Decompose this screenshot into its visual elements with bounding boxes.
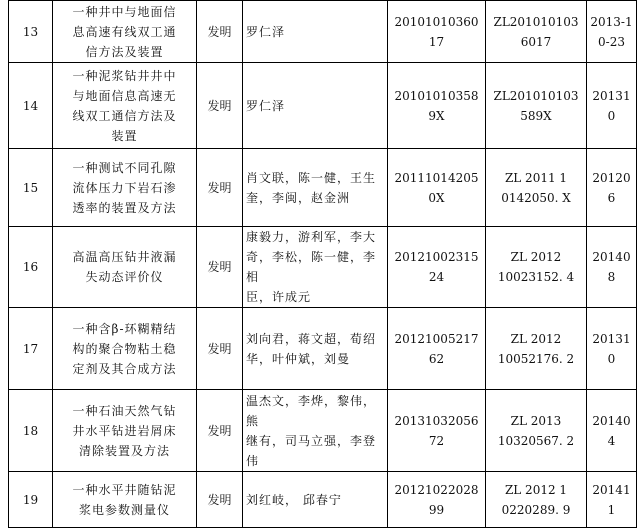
row-number: 19 — [9, 472, 53, 528]
grant-date: 2013-1 0-23 — [587, 1, 637, 63]
inventors: 罗仁泽 — [243, 63, 388, 149]
inventors: 肖文联，陈一健，王生 奎，李闽，赵金洲 — [243, 149, 388, 227]
table-row — [9, 390, 637, 472]
patent-type: 发明 — [197, 149, 243, 227]
application-number: 20121002315 24 — [388, 227, 486, 308]
application-number: 20101010360 17 — [388, 1, 486, 63]
patent-type: 发明 — [197, 1, 243, 63]
patent-type: 发明 — [197, 227, 243, 308]
application-number: 20101010358 9X — [388, 63, 486, 149]
patent-name: 一种含β-环糊精结 构的聚合物粘土稳 定剂及其合成方法 — [53, 308, 197, 390]
row-number: 18 — [9, 390, 53, 472]
row-number: 15 — [9, 149, 53, 227]
inventors: 刘向君，蒋文超，荀绍 华，叶仲斌，刘曼 — [243, 308, 388, 390]
row-number: 16 — [9, 227, 53, 308]
patent-name: 一种井中与地面信 息高速有线双工通 信方法及装置 — [53, 1, 197, 63]
table-row — [9, 149, 637, 227]
grant-date: 201404 — [587, 390, 637, 472]
grant-date: 201408 — [587, 227, 637, 308]
patent-number: ZL 2013 10320567. 2 — [486, 390, 587, 472]
table-row — [9, 227, 637, 308]
patent-number: ZL 2012 1 0220289. 9 — [486, 472, 587, 528]
table-row — [9, 472, 637, 528]
grant-date: 201206 — [587, 149, 637, 227]
inventors: 罗仁泽 — [243, 1, 388, 63]
patent-number: ZL201010103 589X — [486, 63, 587, 149]
patent-type: 发明 — [197, 472, 243, 528]
patent-name: 一种测试不同孔隙 流体压力下岩石渗 透率的装置及方法 — [53, 149, 197, 227]
patent-name: 一种水平井随钻泥 浆电参数测量仪 — [53, 472, 197, 528]
table-row — [9, 1, 637, 63]
row-number: 17 — [9, 308, 53, 390]
grant-date: 201310 — [587, 63, 637, 149]
row-number: 13 — [9, 1, 53, 63]
table-row — [9, 63, 637, 149]
application-number: 20111014205 0X — [388, 149, 486, 227]
inventors: 刘红岐， 邱春宁 — [243, 472, 388, 528]
patent-type: 发明 — [197, 390, 243, 472]
application-number: 20131032056 72 — [388, 390, 486, 472]
table-row — [9, 308, 637, 390]
patent-name: 一种石油天然气钻 井水平钻进岩屑床 清除装置及方法 — [53, 390, 197, 472]
inventors: 温杰文，李烨，黎伟，熊 继有，司马立强，李登 伟 — [243, 390, 388, 472]
patent-table — [8, 0, 637, 528]
patent-name: 高温高压钻井液漏 失动态评价仪 — [53, 227, 197, 308]
grant-date: 201411 — [587, 472, 637, 528]
patent-type: 发明 — [197, 63, 243, 149]
row-number: 14 — [9, 63, 53, 149]
patent-number: ZL 2012 10023152. 4 — [486, 227, 587, 308]
patent-number: ZL 2011 1 0142050. X — [486, 149, 587, 227]
patent-number: ZL 2012 10052176. 2 — [486, 308, 587, 390]
patent-number: ZL201010103 6017 — [486, 1, 587, 63]
application-number: 20121005217 62 — [388, 308, 486, 390]
patent-name: 一种泥浆钻井井中 与地面信息高速无 线双工通信方法及 装置 — [53, 63, 197, 149]
patent-type: 发明 — [197, 308, 243, 390]
grant-date: 201310 — [587, 308, 637, 390]
inventors: 康毅力，游利军，李大 奇，李松，陈一健，李相 臣，许成元 — [243, 227, 388, 308]
application-number: 20121022028 99 — [388, 472, 486, 528]
patent-table-body — [9, 1, 637, 528]
